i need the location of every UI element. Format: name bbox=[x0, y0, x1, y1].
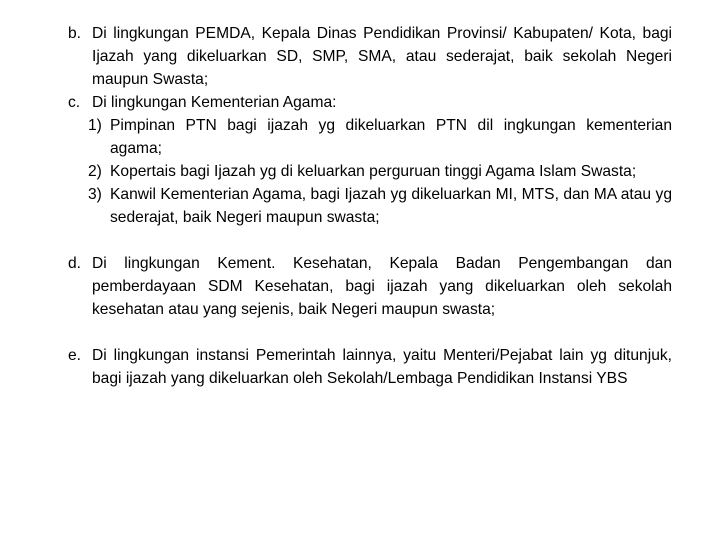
sub-item-text: Pimpinan PTN bagi ijazah yg dikeluarkan PTN dil ingkungan kementerian agama; bbox=[110, 117, 672, 157]
sub-item-text: Kopertais bagi Ijazah yg di keluarkan perguruan tinggi Agama Islam Swasta; bbox=[110, 163, 637, 180]
list-item-d bbox=[68, 252, 672, 321]
spacer bbox=[68, 321, 672, 344]
list-item-text: Di lingkungan PEMDA, Kepala Dinas Pendidikan Provinsi/ Kabupaten/ Kota, bagi Ijazah yang dikeluarkan SD, SMP, SMA, atau sederajat, baik sekolah Negeri maupun Swasta; bbox=[92, 25, 672, 88]
list-marker: c. bbox=[68, 94, 81, 111]
list-item-text: Di lingkungan instansi Pemerintah lainnya, yaitu Menteri/Pejabat lain yg ditunjuk, bagi ijazah yang dikeluarkan oleh Sekolah/Lembaga Pendidikan Instansi YBS bbox=[92, 347, 672, 387]
list-item-b bbox=[68, 22, 672, 91]
list-marker: e. bbox=[68, 347, 82, 364]
sub-item-text: Kanwil Kementerian Agama, bagi Ijazah yg dikeluarkan MI, MTS, dan MA atau yg sederajat, baik Negeri maupun swasta; bbox=[110, 186, 672, 226]
sub-item-2 bbox=[88, 160, 672, 183]
spacer bbox=[68, 229, 672, 252]
sub-marker: 2) bbox=[88, 163, 102, 180]
list-marker: d. bbox=[68, 255, 82, 272]
sub-item-1 bbox=[88, 114, 672, 160]
sub-marker: 1) bbox=[88, 117, 102, 134]
list-item-e bbox=[68, 344, 672, 390]
list-marker: b. bbox=[68, 25, 82, 42]
sub-item-3 bbox=[88, 183, 672, 229]
list-item-text: Di lingkungan Kement. Kesehatan, Kepala Badan Pengembangan dan pemberdayaan SDM Kesehatan, bagi ijazah yang dikeluarkan oleh sekolah kesehatan atau yang sejenis, baik Negeri maupun swasta; bbox=[92, 255, 672, 318]
sub-marker: 3) bbox=[88, 186, 102, 203]
list-item-c bbox=[68, 91, 672, 114]
list-item-text: Di lingkungan Kementerian Agama: bbox=[92, 94, 337, 111]
document-body bbox=[68, 22, 672, 390]
